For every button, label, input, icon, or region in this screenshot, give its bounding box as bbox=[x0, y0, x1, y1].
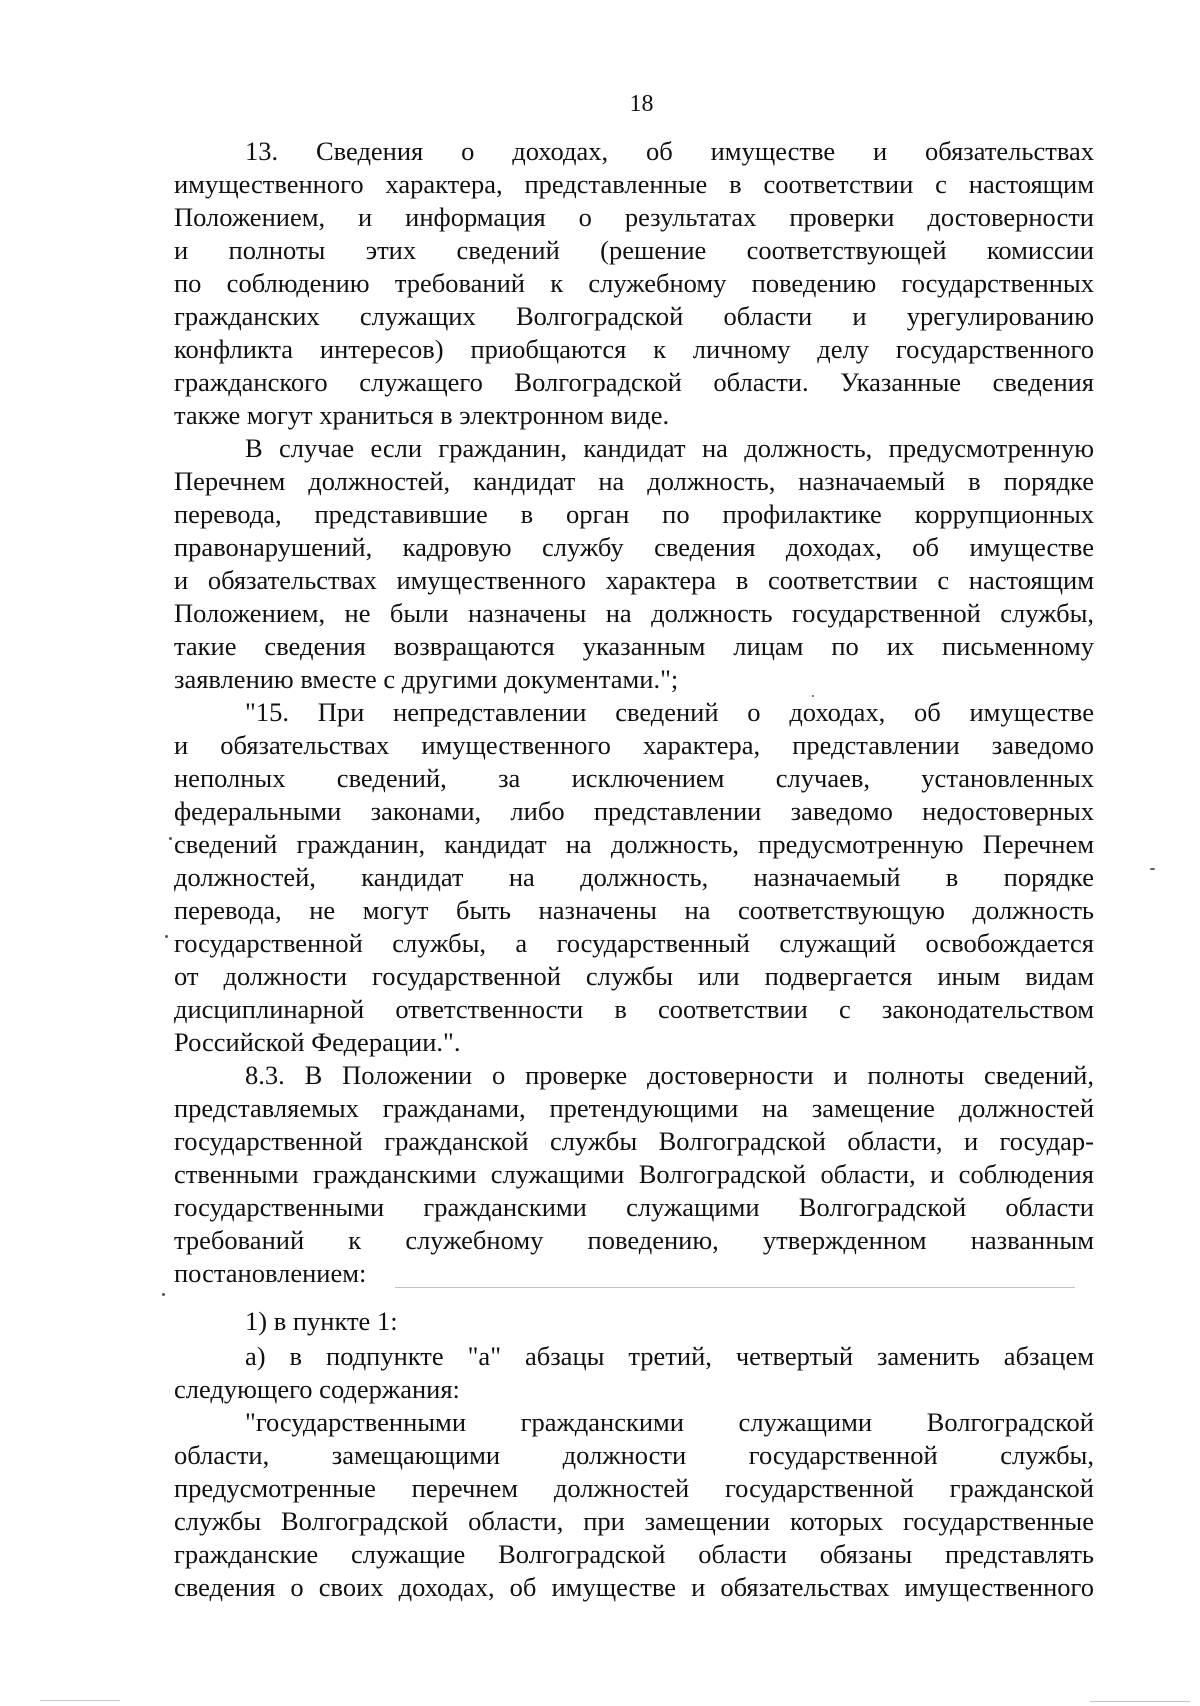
scan-artifact bbox=[169, 837, 172, 840]
text-line: Положением, не были назначены на должность государственной службы, bbox=[174, 598, 1094, 628]
text-line: гражданских служащих Волгоградской области и урегулированию bbox=[174, 301, 1094, 331]
text-line: сведения о своих доходах, об имуществе и обязательствах имущественного bbox=[174, 1572, 1094, 1602]
text-line: представляемых гражданами, претендующими на замещение должностей bbox=[174, 1093, 1094, 1123]
text-line: правонарушений, кадровую службу сведения доходах, об имуществе bbox=[174, 532, 1094, 562]
text-line: а) в подпункте "а" абзацы третий, четвертый заменить абзацем bbox=[245, 1341, 1094, 1371]
text-line: службы Волгоградской области, при замещении которых государственные bbox=[174, 1506, 1094, 1536]
text-line: и обязательствах имущественного характера, представлении заведомо bbox=[174, 730, 1094, 760]
text-line: дисциплинарной ответственности в соответствии с законодательством bbox=[174, 994, 1094, 1024]
text-line: сведений гражданин, кандидат на должность, предусмотренную Перечнем bbox=[174, 829, 1094, 859]
text-line: федеральными законами, либо представлении заведомо недостоверных bbox=[174, 796, 1094, 826]
text-line: гражданские служащие Волгоградской области обязаны представлять bbox=[174, 1539, 1094, 1569]
text-line: следующего содержания: bbox=[174, 1374, 460, 1404]
scan-artifact bbox=[1150, 868, 1155, 870]
text-line: и полноты этих сведений (решение соответствующей комиссии bbox=[174, 235, 1094, 265]
text-line: Перечнем должностей, кандидат на должность, назначаемый в порядке bbox=[174, 466, 1094, 496]
text-line: имущественного характера, представленные в соответствии с настоящим bbox=[174, 169, 1094, 199]
page-number: 18 bbox=[629, 91, 654, 117]
text-line: государственной гражданской службы Волгоградской области, и государ- bbox=[174, 1126, 1094, 1156]
text-line: "15. При непредставлении сведений о доходах, об имуществе bbox=[245, 697, 1094, 727]
scan-artifact bbox=[165, 935, 168, 938]
text-line: также могут храниться в электронном виде. bbox=[174, 400, 670, 430]
scan-artifact bbox=[40, 1700, 120, 1701]
text-line: такие сведения возвращаются указанным лицам по их письменному bbox=[174, 631, 1094, 661]
text-line: В случае если гражданин, кандидат на должность, предусмотренную bbox=[245, 433, 1094, 463]
text-line: государственной службы, а государственный служащий освобождается bbox=[174, 928, 1094, 958]
text-line: 8.3. В Положении о проверке достоверности и полноты сведений, bbox=[245, 1060, 1094, 1090]
text-line: 13. Сведения о доходах, об имуществе и обязательствах bbox=[245, 136, 1094, 166]
text-line: Российской Федерации.". bbox=[174, 1027, 461, 1057]
text-line: государственными гражданскими служащими Волгоградской области bbox=[174, 1192, 1094, 1222]
text-line: предусмотренные перечнем должностей государственной гражданской bbox=[174, 1473, 1094, 1503]
scan-artifact bbox=[162, 1293, 165, 1296]
scan-artifact bbox=[395, 1287, 1075, 1288]
text-line: ственными гражданскими служащими Волгоградской области, и соблюдения bbox=[174, 1159, 1094, 1189]
text-line: требований к служебному поведению, утвержденном названным bbox=[174, 1225, 1094, 1255]
text-line: перевода, представившие в орган по профилактике коррупционных bbox=[174, 499, 1094, 529]
text-line: гражданского служащего Волгоградской области. Указанные сведения bbox=[174, 367, 1094, 397]
scan-artifact bbox=[812, 695, 814, 697]
text-line: области, замещающими должности государственной службы, bbox=[174, 1440, 1094, 1470]
text-line: 1) в пункте 1: bbox=[245, 1306, 398, 1336]
text-line: заявлению вместе с другими документами."; bbox=[174, 664, 679, 694]
text-line: конфликта интересов) приобщаются к личному делу государственного bbox=[174, 334, 1094, 364]
text-line: от должности государственной службы или подвергается иным видам bbox=[174, 961, 1094, 991]
text-line: постановлением: bbox=[174, 1258, 367, 1288]
text-line: и обязательствах имущественного характера в соответствии с настоящим bbox=[174, 565, 1094, 595]
text-line: "государственными гражданскими служащими Волгоградской bbox=[245, 1407, 1094, 1437]
text-line: по соблюдению требований к служебному поведению государственных bbox=[174, 268, 1094, 298]
text-line: Положением, и информация о результатах проверки достоверности bbox=[174, 202, 1094, 232]
text-line: должностей, кандидат на должность, назначаемый в порядке bbox=[174, 862, 1094, 892]
text-line: неполных сведений, за исключением случаев, установленных bbox=[174, 763, 1094, 793]
scan-artifact bbox=[1090, 1701, 1190, 1702]
text-line: перевода, не могут быть назначены на соответствующую должность bbox=[174, 895, 1094, 925]
